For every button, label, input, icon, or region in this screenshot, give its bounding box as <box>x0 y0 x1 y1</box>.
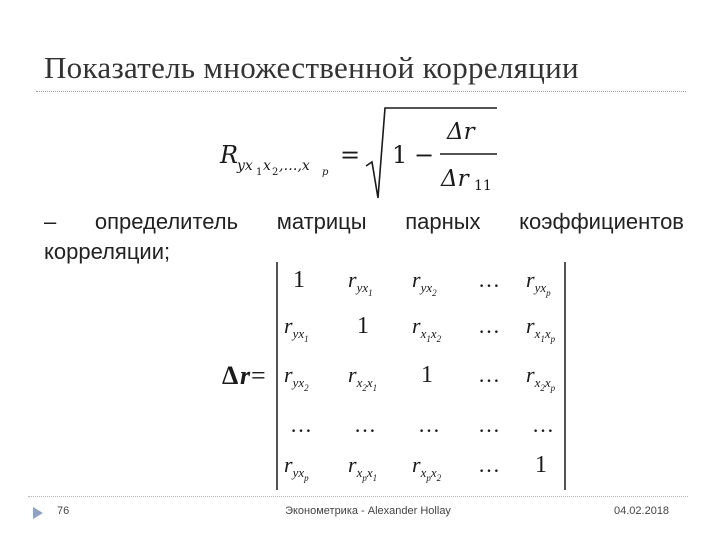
formula-numerator: Δr <box>447 119 475 145</box>
formula-r-subscript-x: x <box>263 158 271 174</box>
matrix-cell-r3-c5: $r_x2xp$ <box>526 362 556 393</box>
formula-r-subscript-1: 1 <box>256 167 263 178</box>
footer-arrow-icon <box>32 506 44 520</box>
matrix-cell-r5-c1: $r_{yx}p$ <box>284 452 309 483</box>
matrix-cell-r2-c2: 1 <box>357 313 369 339</box>
formula-r-subscript-2: 2 <box>272 167 279 178</box>
determinant-label-delta: Δ <box>222 361 239 390</box>
matrix-cell-r3-c4: … <box>478 362 500 387</box>
formula-r-subscript-yx: yx <box>237 158 253 174</box>
formula-r-subscript-sep: ,…,x <box>279 158 310 174</box>
matrix-cell-r1-c1: 1 <box>293 267 305 293</box>
determinant-matrix <box>284 267 556 483</box>
matrix-cell-r4-c2: … <box>354 412 376 437</box>
matrix-cell-r2-c5: $r_x1xp$ <box>526 313 556 344</box>
matrix-cell-r5-c2: $r_xpx1$ <box>348 452 378 483</box>
matrix-cell-r5-c4: … <box>478 452 500 477</box>
determinant-equals: = <box>251 361 266 390</box>
matrix-cell-r4-c3: … <box>418 412 440 437</box>
matrix-cell-r1-c5: $r_{yx}p$ <box>526 267 551 298</box>
body-text-line-1: – определитель матрицы парных коэффициентов <box>44 209 684 234</box>
matrix-cell-r4-c1: … <box>290 412 312 437</box>
matrix-cell-r2-c1: $r_{yx}1$ <box>284 313 309 344</box>
formula-equals: = <box>340 141 361 169</box>
matrix-cell-r2-c4: … <box>478 313 500 338</box>
formula-r-subscript-p: p <box>322 167 329 178</box>
matrix-cell-r4-c5: … <box>532 412 554 437</box>
matrix-cell-r1-c3: $r_{yx}2$ <box>412 267 437 298</box>
matrix-cell-r4-c4: … <box>478 412 500 437</box>
formula-denominator-subscript: 11 <box>474 178 492 194</box>
page-number: 76 <box>57 505 70 517</box>
footer-divider <box>28 496 688 497</box>
slide-title: Показатель множественной корреляции <box>44 50 579 85</box>
determinant-label-r: r <box>240 361 251 390</box>
matrix-cell-r3-c2: $r_x2x1$ <box>348 362 378 393</box>
matrix-cell-r5-c5: 1 <box>535 452 547 478</box>
matrix-cell-r3-c3: 1 <box>421 362 433 388</box>
formula-r-symbol: R <box>220 141 239 169</box>
footer-title: Эконометрика - Alexander Hollay <box>285 505 451 517</box>
formula-one: 1 <box>392 141 408 169</box>
footer-date: 04.02.2018 <box>614 505 670 517</box>
matrix-cell-r3-c1: $r_{yx}2$ <box>284 362 309 393</box>
formula-denominator: Δr <box>441 166 469 192</box>
matrix-cell-r1-c2: $r_{yx}1$ <box>348 267 373 298</box>
matrix-cell-r2-c3: $r_x1x2$ <box>412 313 442 344</box>
body-text-line-2: корреляции; <box>44 239 171 264</box>
formula-minus: − <box>414 141 435 169</box>
matrix-cell-r5-c3: $r_xpx2$ <box>412 452 442 483</box>
matrix-cell-r1-c4: … <box>478 267 500 292</box>
